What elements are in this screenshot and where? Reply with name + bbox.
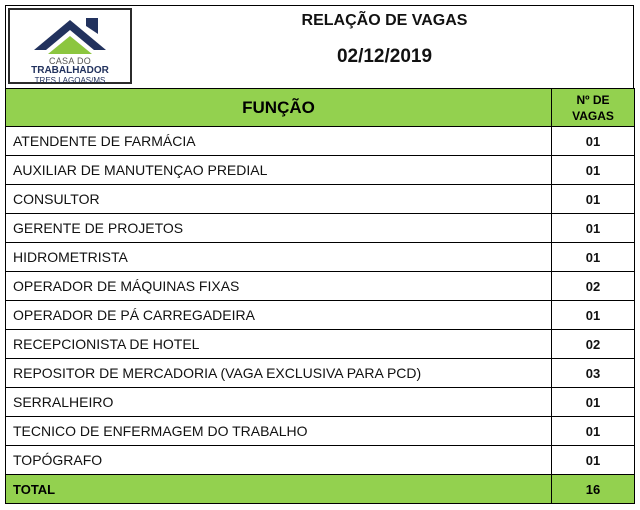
job-title-cell: AUXILIAR DE MANUTENÇAO PREDIAL [6,156,552,185]
job-title-cell: TECNICO DE ENFERMAGEM DO TRABALHO [6,417,552,446]
sheet-header [5,5,634,88]
column-header-count [552,89,635,127]
vacancy-count-cell: 01 [552,446,635,475]
vacancy-count-cell: 01 [552,417,635,446]
vacancy-count-cell: 02 [552,330,635,359]
table-row [6,417,635,446]
table-row [6,127,635,156]
job-title-cell: OPERADOR DE PÁ CARREGADEIRA [6,301,552,330]
vacancy-sheet [5,5,634,504]
vacancy-count-cell: 01 [552,243,635,272]
vacancy-count-cell: 01 [552,156,635,185]
job-title-cell: OPERADOR DE MÁQUINAS FIXAS [6,272,552,301]
logo-line-trabalhador: TRABALHADOR [31,65,109,76]
logo-line-casa: CASA DO [48,56,92,66]
vacancy-count-cell: 01 [552,127,635,156]
logo-line-city: TRES LAGOAS/MS [34,76,106,85]
table-row [6,243,635,272]
job-title-cell: GERENTE DE PROJETOS [6,214,552,243]
table-row [6,214,635,243]
job-title-cell: ATENDENTE DE FARMÁCIA [6,127,552,156]
vacancy-count-cell: 01 [552,185,635,214]
table-row [6,272,635,301]
vacancy-count-cell: 01 [552,214,635,243]
vacancy-count-cell: 03 [552,359,635,388]
vacancy-table [5,88,635,504]
table-row [6,185,635,214]
vacancy-count-cell: 01 [552,388,635,417]
house-roof-icon [28,14,112,56]
page-title: RELAÇÃO DE VAGAS [301,12,468,29]
table-total-row [6,475,635,504]
column-header-count-line1: Nº DE [576,92,610,107]
job-title-cell: TOPÓGRAFO [6,446,552,475]
column-header-function: FUNÇÃO [6,89,552,127]
table-row [6,446,635,475]
job-title-cell: RECEPCIONISTA DE HOTEL [6,330,552,359]
job-title-cell: REPOSITOR DE MERCADORIA (VAGA EXCLUSIVA PARA PCD) [6,359,552,388]
table-row [6,330,635,359]
table-row [6,156,635,185]
job-title-cell: SERRALHEIRO [6,388,552,417]
table-row [6,388,635,417]
vacancy-count-cell: 01 [552,301,635,330]
job-title-cell: CONSULTOR [6,185,552,214]
page-date: 02/12/2019 [336,46,433,67]
column-header-count-line2: VAGAS [572,108,614,123]
casa-do-trabalhador-logo [8,8,132,84]
total-value: 16 [552,475,635,504]
job-title-cell: HIDROMETRISTA [6,243,552,272]
table-row [6,301,635,330]
table-row [6,359,635,388]
table-header-row [6,89,635,127]
vacancy-count-cell: 02 [552,272,635,301]
total-label: TOTAL [6,475,552,504]
